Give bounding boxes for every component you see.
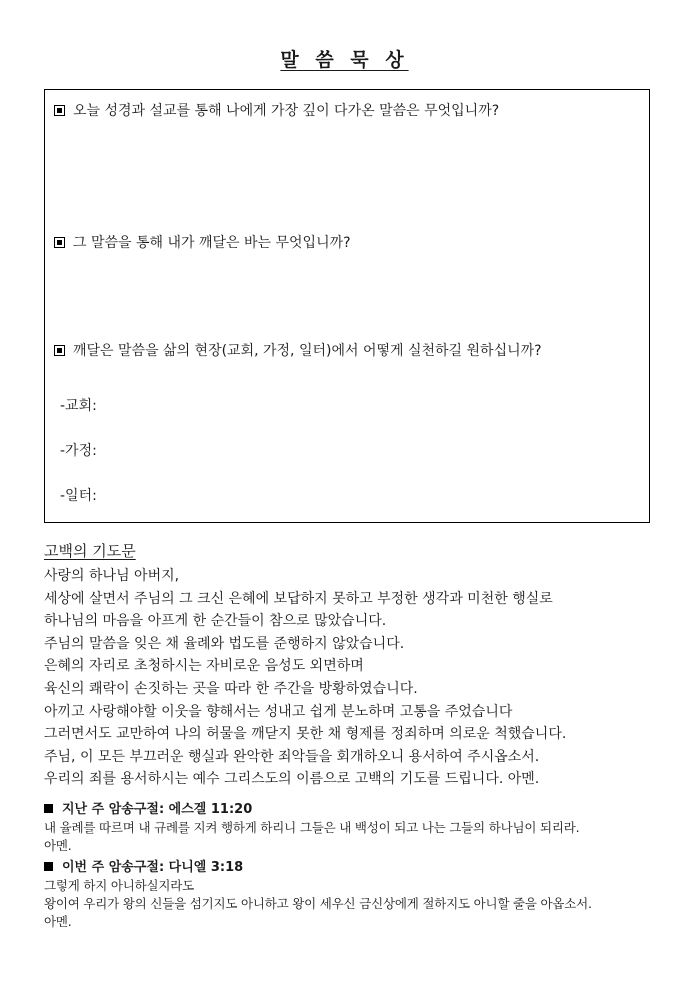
question-item: [54, 339, 641, 363]
reflection-questions-box: [44, 89, 650, 523]
prayer-body: [44, 565, 660, 791]
prayer-line: 은혜의 자리로 초청하시는 자비로운 음성도 외면하며: [44, 658, 364, 675]
memory-verses: [44, 800, 674, 931]
verse-line: 아멘.: [44, 914, 72, 929]
verse-heading-text: 이번 주 암송구절: 다니엘 3:18: [62, 860, 244, 875]
answer-field-work: -일터:: [60, 488, 97, 504]
verse-line: 내 율례를 따르며 내 규례를 지켜 행하게 하리니 그들은 내 백성이 되고 나는 그들의 하나님이 되리라.: [44, 820, 580, 835]
question-text: 오늘 성경과 설교를 통해 나에게 가장 깊이 다가온 말씀은 무엇입니까?: [73, 103, 500, 119]
prayer-line: 주님의 말씀을 잊은 채 율례와 법도를 준행하지 않았습니다.: [44, 635, 405, 652]
page-title: 말 씀 묵 상: [280, 49, 409, 71]
prayer-line: 사랑의 하나님 아버지,: [44, 568, 180, 584]
question-text: 깨달은 말씀을 삶의 현장(교회, 가정, 일터)에서 어떻게 실천하길 원하십니까?: [73, 343, 542, 359]
prayer-line: 주님, 이 모든 부끄러운 행실과 완악한 죄악들을 회개하오니 용서하여 주시옵소서.: [44, 748, 540, 765]
answer-field-church: -교회:: [60, 398, 97, 414]
prayer-line: 하나님의 마음을 아프게 한 순간들이 참으로 많았습니다.: [44, 613, 387, 630]
square-bullet-icon: [54, 237, 65, 248]
verse-line: 아멘.: [44, 838, 72, 853]
question-text: 그 말씀을 통해 내가 깨달은 바는 무엇입니까?: [73, 235, 351, 251]
verse-line: 왕이여 우리가 왕의 신들을 섬기지도 아니하고 왕이 세우신 금신상에게 절하지도 아니할 줄을 아옵소서.: [44, 896, 592, 911]
prayer-line: 육신의 쾌락이 손짓하는 곳을 따라 한 주간을 방황하였습니다.: [44, 680, 418, 697]
prayer-line: 세상에 살면서 주님의 그 크신 은혜에 보답하지 못하고 부정한 생각과 미천한 행실로: [44, 590, 553, 607]
prayer-line: 그러면서도 교만하여 나의 허물을 깨닫지 못한 채 형제를 정죄하며 의로운 척했습니다.: [44, 726, 567, 743]
square-bullet-icon: [54, 345, 65, 356]
verse-line: 그렇게 하지 아니하실지라도: [44, 878, 195, 893]
prayer-heading: 고백의 기도문: [44, 542, 136, 560]
square-bullet-icon: [54, 105, 65, 116]
verse-heading: [44, 858, 674, 877]
answer-field-home: -가정:: [60, 443, 97, 459]
verse-heading-text: 지난 주 암송구절: 에스겔 11:20: [62, 802, 253, 817]
square-bullet-icon: [44, 804, 53, 813]
square-bullet-icon: [44, 862, 53, 871]
question-item: [54, 99, 641, 123]
prayer-line: 아끼고 사랑해야할 이웃을 향해서는 성내고 쉽게 분노하며 고통을 주었습니다: [44, 703, 513, 720]
question-item: [54, 231, 641, 255]
prayer-line: 우리의 죄를 용서하시는 예수 그리스도의 이름으로 고백의 기도를 드립니다. 아멘.: [44, 771, 540, 788]
verse-heading: [44, 800, 674, 819]
